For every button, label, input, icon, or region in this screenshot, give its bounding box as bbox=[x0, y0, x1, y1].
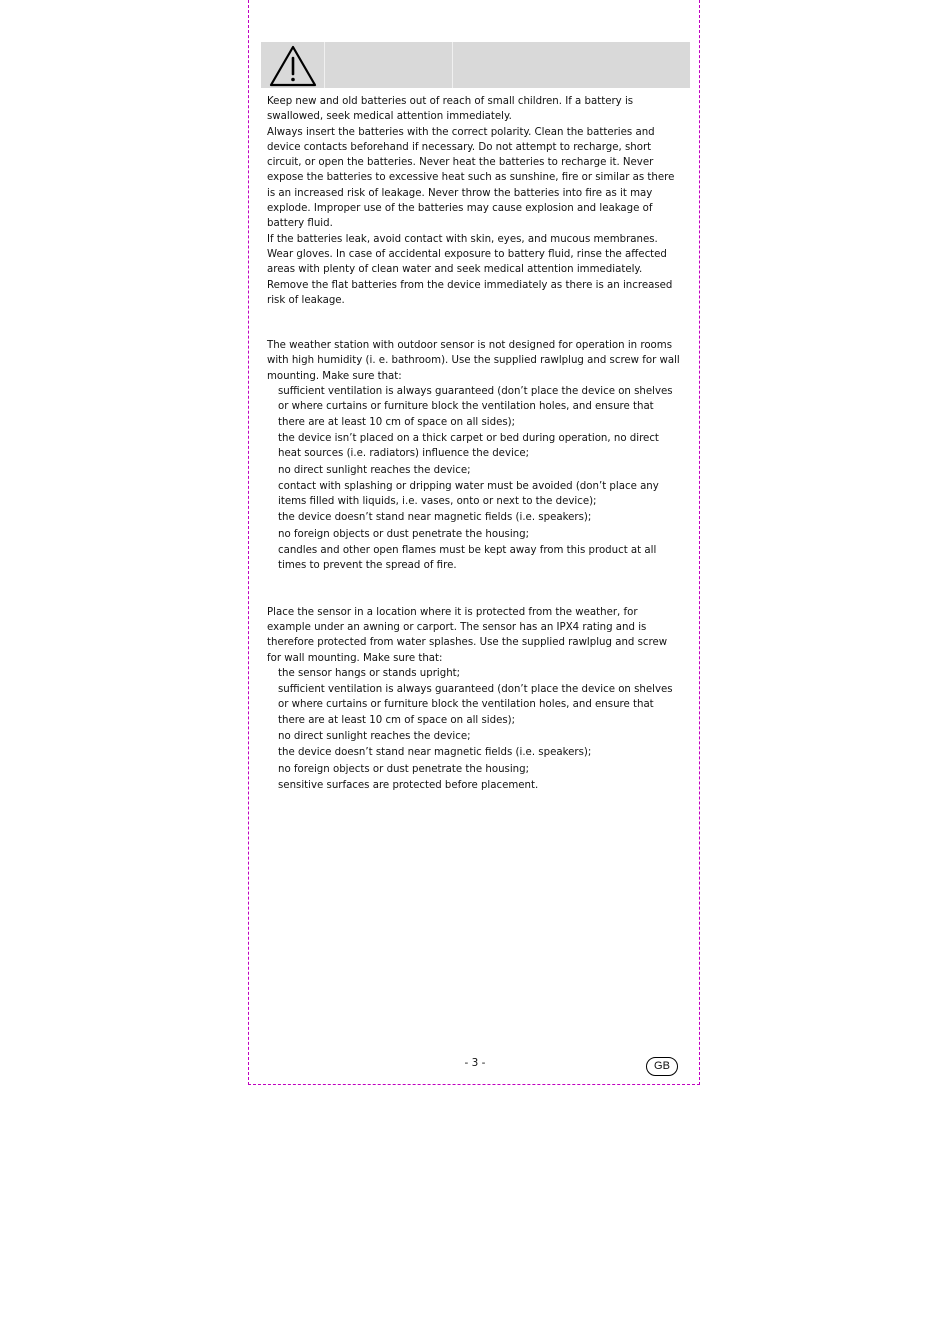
warning-triangle-icon bbox=[268, 44, 318, 88]
battery-paragraph: Always insert the batteries with the correct polarity. Clean the batteries and device contacts beforehand if necessary. Do not attempt to recharge, short circuit, or open the batteries. Never heat the batteries to recharge it. Never expose the batteries to excessive heat such as sunshine, fire or similar as there is an increased risk of leakage. Never throw the batteries into fire as it may explode. Improper use of the batteries may cause explosion and leakage of battery fluid. bbox=[267, 126, 675, 230]
page-number: - 3 - bbox=[464, 1057, 486, 1069]
language-badge: GB bbox=[646, 1057, 678, 1076]
battery-paragraph: Keep new and old batteries out of reach of small children. If a battery is swallowed, seek medical attention immediately. bbox=[267, 96, 634, 123]
sensor-intro: Place the sensor in a location where it is protected from the weather, for example under an awning or carport. The sensor has an IPX4 rating and is therefore protected from water splashes. Use the supplied rawlplug and screw for wall mounting. Make sure that: bbox=[267, 606, 668, 664]
list-item: candles and other open flames must be kept away from this product at all times to prevent the spread of fire. bbox=[278, 545, 657, 572]
header-title-cell bbox=[325, 42, 453, 88]
header-icon-cell bbox=[261, 42, 325, 88]
list-item: contact with splashing or dripping water must be avoided (don’t place any items filled with liquids, i.e. vases, onto or next to the device); bbox=[278, 480, 659, 508]
safety-header-band bbox=[261, 42, 690, 88]
list-item: no direct sunlight reaches the device; bbox=[278, 464, 471, 476]
list-item: sufficient ventilation is always guaranteed (don’t place the device on shelves or where curtains or furniture block the ventilation holes, and ensure that there are at least 10 cm of space on all sides); bbox=[278, 684, 673, 726]
station-placement-section bbox=[267, 338, 683, 573]
sensor-placement-section bbox=[267, 605, 683, 794]
list-item: sufficient ventilation is always guaranteed (don’t place the device on shelves or where curtains or furniture block the ventilation holes, and ensure that there are at least 10 cm of space on all sides); bbox=[278, 386, 673, 428]
battery-paragraph: If the batteries leak, avoid contact with skin, eyes, and mucous membranes. Wear gloves. In case of accidental exposure to battery fluid, rinse the affected areas with plenty of clean water and seek medical attention immediately. Remove the flat batteries from the device immediately as there is an increased risk of leakage. bbox=[267, 233, 673, 306]
list-item: the device doesn’t stand near magnetic fields (i.e. speakers); bbox=[278, 747, 592, 759]
list-item: the device isn’t placed on a thick carpet or bed during operation, no direct heat sources (i.e. radiators) influence the device; bbox=[278, 432, 659, 460]
sensor-requirements-list bbox=[267, 666, 683, 793]
list-item: sensitive surfaces are protected before placement. bbox=[278, 779, 539, 791]
station-requirements-list bbox=[267, 384, 683, 574]
list-item: no direct sunlight reaches the device; bbox=[278, 730, 471, 742]
header-description-cell bbox=[453, 42, 690, 88]
station-intro: The weather station with outdoor sensor is not designed for operation in rooms with high humidity (i. e. bathroom). Use the supplied rawlplug and screw for wall mounting. Make sure that: bbox=[267, 340, 680, 382]
list-item: the device doesn’t stand near magnetic fields (i.e. speakers); bbox=[278, 512, 592, 524]
list-item: the sensor hangs or stands upright; bbox=[278, 667, 461, 679]
list-item: no foreign objects or dust penetrate the housing; bbox=[278, 763, 530, 775]
manual-page bbox=[248, 0, 700, 1085]
list-item: no foreign objects or dust penetrate the housing; bbox=[278, 528, 530, 540]
battery-warning-section bbox=[267, 94, 683, 308]
manual-content bbox=[267, 94, 683, 794]
